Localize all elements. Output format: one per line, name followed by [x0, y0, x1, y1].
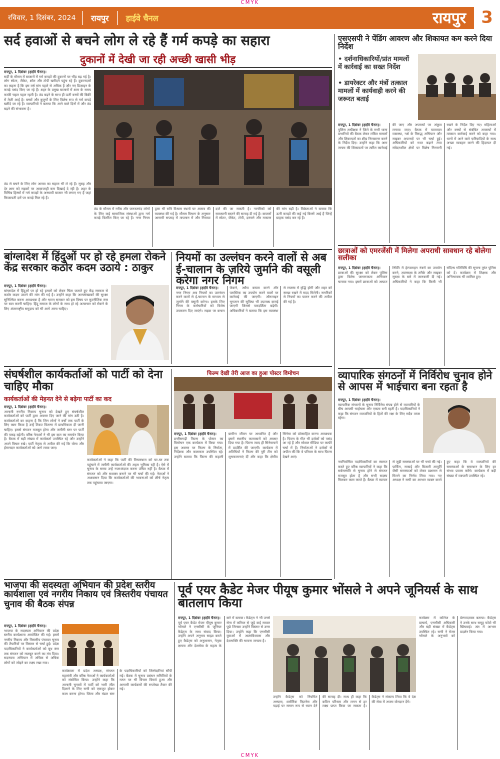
story5-body: [174, 432, 332, 577]
column-divider: [171, 369, 172, 579]
story8-body-text-3: उन्होंने कैडेट्स को नियमित अभ्यास, शारीरिक फिटनेस और पढ़ाई पर समान रूप से ध्यान देने की सलाह दी। साथ ही कहा कि कठिन परिश्रम और लगन से हर लक्ष्य प्राप्त किया जा सकता है। कैडेट्स ने संकल्प लिया कि वे देश की सेवा में अपना योगदान देंगे।: [273, 695, 416, 709]
party-workers-photo: [87, 405, 169, 455]
bjp-workshop-photo: [62, 624, 119, 666]
masthead-bar: [0, 7, 500, 29]
divider: [117, 11, 118, 25]
right-top-dateline: रायपुर, 1 दिसंबर (हाईवे चैनल)।: [338, 123, 381, 127]
story1-body-text-2: ठंड के मौसम में गरीब और जरूरतमंद लोगों के लिए कई सामाजिक संस्थाओं द्वारा गर्म कपड़े वितरित किए जा रहे हैं। नगर निगम द्वारा भी रात्रि विश्राम स्थलों पर अलाव की व्यवस्था की गई है। मौसम विभाग के अनुसार आगामी सप्ताह में तापमान में और गिरावट दर्ज की जा सकती है। नागरिकों को सावधानी बरतने की सलाह दी गई है। बाजारों में स्वेटर, जैकेट, टोपी, दस्ताने और मफलर की मांग बढ़ी है। विक्रेताओं ने बताया कि ऊनी कपड़ों की कई नई किस्में आई हैं जिन्हें ग्राहक पसंद कर रहे हैं।: [94, 207, 332, 221]
edition-city-small: रायपुर: [91, 13, 109, 23]
story6-body: [338, 398, 420, 458]
issue-date: रविवार, 1 दिसंबर, 2024: [8, 13, 76, 22]
story6-dateline: रायपुर, 1 दिसंबर (हाईवे चैनल)।: [338, 398, 381, 402]
story7-body-2: [62, 669, 172, 750]
story3-body-text: नगर निगम अब नियमों का उल्लंघन करने वालों से ई-चालान के माध्यम से जुर्माने की वसूली करेगा। इसके लिए निगम के कर्मचारियों को विशेष उपकरण दिए जाएंगे। सड़क पर कचरा फेंकने, अवैध कब्जा करने और प्लास्टिक का उपयोग करने वालों पर कार्रवाई की जाएगी। ऑनलाइन भुगतान की सुविधा भी उपलब्ध कराई जाएगी जिससे पारदर्शिता बढ़ेगी। अधिकारियों ने बताया कि इस व्यवस्था से राजस्व में वृद्धि होगी और शहर को स्वच्छ रखने में मदद मिलेगी। नागरिकों से नियमों का पालन करने की अपील की गई है।: [176, 286, 332, 313]
story5-body-text: छत्तीसगढ़ी फिल्म के पोस्टर का विमोचन एक कार्यक्रम में किया गया। इस अवसर पर फिल्म के निर्माता, निर्देशक और कलाकार उपस्थित रहे। उन्होंने बताया कि फिल्म की कहानी ग्रामीण जीवन पर आधारित है और इसमें स्थानीय कलाकारों को अवसर दिया गया है। फिल्म जल्द ही सिनेमाघरों में प्रदर्शित की जाएगी। कार्यक्रम में अतिथियों ने फिल्म की पूरी टीम को शुभकामनाएं दीं और कहा कि क्षेत्रीय सिनेमा को प्रोत्साहित करना आवश्यक है। फिल्म के गीत भी दर्शकों को पसंद आ रहे हैं और सोशल मीडिया पर काफी चर्चा में हैं। निर्माताओं ने दर्शकों से अपील की कि वे परिवार के साथ फिल्म देखने आएं।: [174, 432, 332, 459]
poster-launch-photo: [174, 377, 332, 429]
rule: [4, 366, 332, 367]
story1-subhead: दुकानों में देखी जा रही अच्छी खासी भीड़: [80, 54, 236, 66]
story6-body-text: व्यापारिक संगठनों के चुनाव निर्विरोध संपन्न होने से व्यापारियों के बीच आपसी भाईचारा और एकता बनी रहती है। पदाधिकारियों ने कहा कि संगठन व्यापारियों के हितों की रक्षा के लिए सदैव तत्पर रहेगा।: [338, 402, 420, 421]
right-mid-dateline: रायपुर, 1 दिसंबर (हाईवे चैनल)।: [338, 266, 381, 270]
rule: [338, 245, 496, 246]
story6-body-text-2: नवनिर्वाचित पदाधिकारियों का स्वागत करते हुए वरिष्ठ व्यापारियों ने कहा कि सर्वसम्मति से चुनाव होने से संगठन मजबूत होता है और सभी सदस्य मिलकर काम करते हैं। बैठक में व्यापार से जुड़ी समस्याओं पर भी चर्चा की गई। पार्किंग, सफाई और बिजली आपूर्ति जैसी समस्याओं को लेकर प्रशासन से मिलने का निर्णय लिया गया। नए अध्यक्ष ने सभी का आभार व्यक्त करते हुए कहा कि वे व्यापारियों की समस्याओं के समाधान के लिए हर संभव प्रयास करेंगे। कार्यक्रम में बड़ी संख्या में व्यापारी उपस्थित रहे।: [338, 460, 496, 483]
story8-body-text-2: कार्यक्रम में कॉलेज के प्राचार्य, एनसीसी अधिकारी और बड़ी संख्या में कैडेट्स उपस्थित रहे। सभी ने मेजर भोंसले के अनुभवों को प्रेरणादायक बताया। कैडेट्स ने उनके साथ समूह फोटो भी खिंचवाई। अंत में आभार प्रदर्शन किया गया।: [419, 616, 496, 639]
story2-body: [4, 284, 108, 364]
story8-body-bottom: [273, 695, 416, 750]
story6-headline: व्यापारिक संगठनों में निर्विरोध चुनाव होने से आपस में भाईचारा बना रहता है: [338, 370, 493, 394]
story1-body-text-3: ठंड से बचने के लिए लोग अलाव का सहारा भी ले रहे हैं। सुबह और देर शाम को सड़कों पर आवाजाही कम दिखाई दे रही है। शहर के विभिन्न हिस्सों में गर्म कपड़ों के अस्थायी बाजार भी लगाए गए हैं जहां किफायती दरों पर कपड़े मिल रहे हैं।: [4, 182, 91, 200]
story3-headline: नियमों का उल्लंघन करने वालों से अब ई-चालान के ज़रिये जुर्माने की वसूली करेगा नगर निगम: [176, 251, 327, 288]
right-mid-headline: छात्राओं को एमरजेंसी में मिलेगा अपराधी सावधान रहे बोलेगा सलीका: [338, 247, 492, 263]
rule: [4, 249, 332, 250]
right-top-body: [338, 123, 496, 243]
page-number: 3: [474, 7, 500, 29]
story7-body-text-2: कार्यशाला में प्रदेश अध्यक्ष, संगठन महामंत्री और वरिष्ठ नेताओं ने कार्यकर्ताओं को संबोधित किया। उन्होंने कहा कि आगामी चुनावों में पार्टी को भारी जीत दिलाने के लिए सभी को एकजुट होकर काम करना होगा। जिला और मंडल स्तर के पदाधिकारियों को जिम्मेदारियां सौंपी गईं। बैठक में चुनाव प्रबंधन समितियों के गठन पर भी विचार विमर्श हुआ और आगामी कार्यक्रमों की रूपरेखा तैयार की गई।: [62, 669, 172, 696]
right-mid-body-text: छात्राओं की सुरक्षा को लेकर पुलिस द्वारा विशेष जागरूकता अभियान चलाया गया। इसमें छात्राओं को आपात स्थिति में हेल्पलाइन नंबरों का उपयोग करने, आत्मरक्षा के तरीके और साइबर सुरक्षा के बारे में जानकारी दी गई। अधिकारियों ने कहा कि किसी भी संदिग्ध गतिविधि की सूचना तुरंत पुलिस को दें। कार्यक्रम में शिक्षक और अभिभावक भी शामिल हुए।: [338, 266, 496, 284]
story7-body-text: भाजपा के सदस्यता अभियान की प्रदेश स्तरीय कार्यशाला आयोजित की गई। इसमें नगरीय निकाय और त्रिस्तरीय पंचायत चुनाव की तैयारियों पर विस्तार से चर्चा हुई। प्रदेश पदाधिकारियों ने कार्यकर्ताओं को बूथ स्तर तक संगठन को मजबूत करने का मंत्र दिया। सदस्यता अभियान में अधिक से अधिक लोगों को जोड़ने का लक्ष्य रखा गया।: [4, 628, 59, 665]
story1-body-left: [4, 70, 91, 180]
story8-body-text: पूर्व एयर कैडेट मेजर पीयूष कुमार भोंसले ने एनसीसी के जूनियर कैडेट्स के साथ संवाद किया। उन्होंने अपने अनुभव साझा करते हुए कैडेट्स को अनुशासन, नेतृत्व क्षमता और देशसेवा के महत्व के बारे में बताया। कैडेट्स ने भी उनसे सेना में करियर से जुड़े कई सवाल पूछे जिनका उन्होंने विस्तार से उत्तर दिया। उन्होंने कहा कि एनसीसी युवाओं में आत्मविश्वास और देशभक्ति की भावना जगाता है।: [178, 616, 270, 648]
story4-body-2: [87, 458, 169, 577]
story2-headline: बांग्लादेश में हिंदुओं पर हो रहे हमला रोकने केंद्र सरकार कठोर कदम उठाये : ठाकुर: [4, 251, 166, 275]
story8-dateline: रायपुर, 1 दिसंबर (हाईवे चैनल)।: [178, 616, 221, 620]
edition-city: रायपुर: [432, 9, 466, 27]
ncc-cadets-photo: [273, 616, 416, 692]
story8-body: [178, 616, 270, 750]
cmyk-registration-mark-bottom: CMYK: [240, 753, 260, 759]
story1-dateline: रायपुर, 1 दिसंबर (हाईवे चैनल)।: [4, 70, 47, 74]
thakur-portrait-photo: [111, 285, 169, 360]
rule: [4, 67, 332, 68]
story8-body-right: [419, 616, 496, 750]
cmyk-registration-mark: CMYK: [240, 0, 260, 6]
story8-headline: पूर्व एयर कैडेट मेजर पीयूष कुमार भोंसले ने अपने जूनियर्स के साथ बातलाप किया: [178, 582, 478, 611]
story3-dateline: रायपुर, 1 दिसंबर (हाईवे चैनल)।: [176, 286, 219, 290]
trade-association-photo: [423, 398, 496, 453]
divider: [82, 11, 83, 25]
right-top-body-text: पुलिस अधीक्षक ने जिले के सभी थाना प्रभारियों की बैठक लेकर लंबित मामलों और शिकायतों का शीघ्र निराकरण करने के निर्देश दिए। उन्होंने कहा कि आम जनता की शिकायतों पर त्वरित कार्रवाई की जाए और अपराधों पर अंकुश लगाया जाए। बैठक में यातायात व्यवस्था, नशे के विरुद्ध अभियान और साइबर अपराधों पर भी चर्चा हुई। अधिकारियों को गश्त बढ़ाने तथा संवेदनशील क्षेत्रों पर विशेष निगरानी रखने के निर्देश दिए गए। महिलाओं और बच्चों से संबंधित अपराधों में तत्काल कार्रवाई करने को कहा गया। थानों में आने वाले फरियादियों के साथ अच्छा व्यवहार करने की हिदायत दी गई।: [338, 123, 496, 150]
newspaper-brand: हाईवे चैनल: [125, 13, 159, 23]
right-mid-body: [338, 266, 496, 366]
story2-body-text: बांग्लादेश में हिंदुओं पर हो रहे हमलों को लेकर चिंता जताते हुए केंद्र सरकार से कठोर कदम उठाने की मांग की गई है। उन्होंने कहा कि अल्पसंख्यकों की सुरक्षा सुनिश्चित करना आवश्यक है और भारत सरकार को इस विषय पर कूटनीतिक स्तर पर बात करनी चाहिए। हिंदू समाज के लोगों के साथ हो रहे अत्याचार को रोकने के लिए अंतरराष्ट्रीय समुदाय को भी आगे आना चाहिए।: [4, 288, 108, 311]
column-divider: [171, 252, 172, 364]
column-divider: [334, 34, 335, 579]
story7-dateline: रायपुर, 1 दिसंबर (हाईवे चैनल)।: [4, 624, 47, 628]
story4-body-text-2: कार्यकर्ताओं ने कहा कि पार्टी की विचारधारा को घर-घर तक पहुंचाने में जमीनी कार्यकर्ताओं की अहम भूमिका रही है। ऐसे में चुनाव के समय उन्हें नजरअंदाज करना उचित नहीं है। बैठक में संगठन को और सशक्त बनाने पर भी चर्चा की गई। नेताओं ने आश्वासन दिया कि कार्यकर्ताओं की भावनाओं को शीर्ष नेतृत्व तक पहुंचाया जाएगा।: [87, 458, 169, 485]
story4-subhead: कार्यकर्ताओं की मेहनत देने से बढ़ेगा पार्टी का कद: [4, 396, 112, 403]
column-divider: [174, 582, 175, 752]
story1-body-text: सर्दी के मौसम में बाजारों में गर्म कपड़ों की दुकानों पर भीड़ बढ़ गई है। लोग स्वेटर, जैकेट, शॉल और टोपी खरीदने पहुंच रहे हैं। दुकानदारों का कहना है कि इस वर्ष मांग पहले से अधिक है और नए डिजाइन के कपड़े पसंद किए जा रहे हैं। शहर के प्रमुख बाजारों में शाम के समय काफी चहल पहल रहती है। ठंड बढ़ने के साथ ही ऊनी वस्त्रों की बिक्री में तेजी आई है। बच्चों और बुजुर्गों के लिए विशेष रूप से गर्म कपड़े खरीदे जा रहे हैं। व्यापारियों ने बताया कि आने वाले दिनों में और ठंड बढ़ने की संभावना है।: [4, 74, 91, 111]
story2-dateline: रायपुर, 1 दिसंबर (हाईवे चैनल)।: [4, 284, 47, 288]
winter-market-photo: [94, 70, 332, 205]
ssp-meeting-photo: [418, 54, 496, 120]
story1-body-bottom: [94, 207, 332, 247]
story4-dateline: रायपुर, 1 दिसंबर (हाईवे चैनल)।: [4, 405, 47, 409]
right-top-bullet-2: • डायरेक्टर और मंत्रों तत्काल मामलों में कार्यवाही करने की जरूरत बताई: [338, 79, 408, 103]
story4-body-text: आगामी नगरीय निकाय चुनाव को देखते हुए संघर्षशील कार्यकर्ताओं को पार्टी द्वारा अवसर दिए जाने की मांग उठी है। कार्यकर्ताओं का कहना है कि जिन लोगों ने वर्षों तक पार्टी के लिए काम किया है उन्हें टिकट वितरण में प्राथमिकता दी जानी चाहिए। इससे संगठन मजबूत होगा और जमीनी स्तर पर पार्टी की पकड़ बढ़ेगी। वरिष्ठ नेताओं ने भी इस बात का समर्थन किया है। बैठक में बड़ी संख्या में कार्यकर्ता उपस्थित रहे और उन्होंने अपने विचार रखे। पार्टी नेतृत्व से अपील की गई कि योग्य और ईमानदार कार्यकर्ताओं को आगे लाया जाए।: [4, 409, 84, 451]
right-top-headline: एसएसपी ने पेंडिंग आवरण और शिकायत कम करने दिया निर्देश: [338, 34, 493, 51]
story1-body-left-2: [4, 182, 91, 247]
story3-body: [176, 286, 332, 364]
story4-headline: संघर्षशील कार्यकर्ताओं को पार्टी को देना चाहिए मौका: [4, 368, 163, 393]
story7-body: [4, 624, 59, 750]
story6-body-2: [338, 460, 496, 577]
story5-dateline: रायपुर, 1 दिसंबर (हाईवे चैनल)।: [174, 432, 217, 436]
rule: [338, 368, 496, 369]
story5-caption: फिल्म देखी तेरी आज का हुआ पोस्टर विमोचन: [207, 371, 299, 377]
right-top-bullet-1: • दर्शनाधिकारियों/प्रांत मामलों में कार्रवाई का सख्त निर्देश: [338, 55, 410, 71]
story4-body: [4, 405, 84, 577]
story1-headline: सर्द हवाओं से बचने लोग ले रहे हैं गर्म कपड़े का सहारा: [4, 33, 270, 49]
story7-headline: भाजपा की सदस्यता अभियान की प्रदेश स्तरीय कार्यशाला एवं नगरीय निकाय एवं त्रिस्तरीय पंचायत चुनाव की बैठक संपन्न: [4, 581, 168, 610]
rule: [4, 579, 332, 580]
